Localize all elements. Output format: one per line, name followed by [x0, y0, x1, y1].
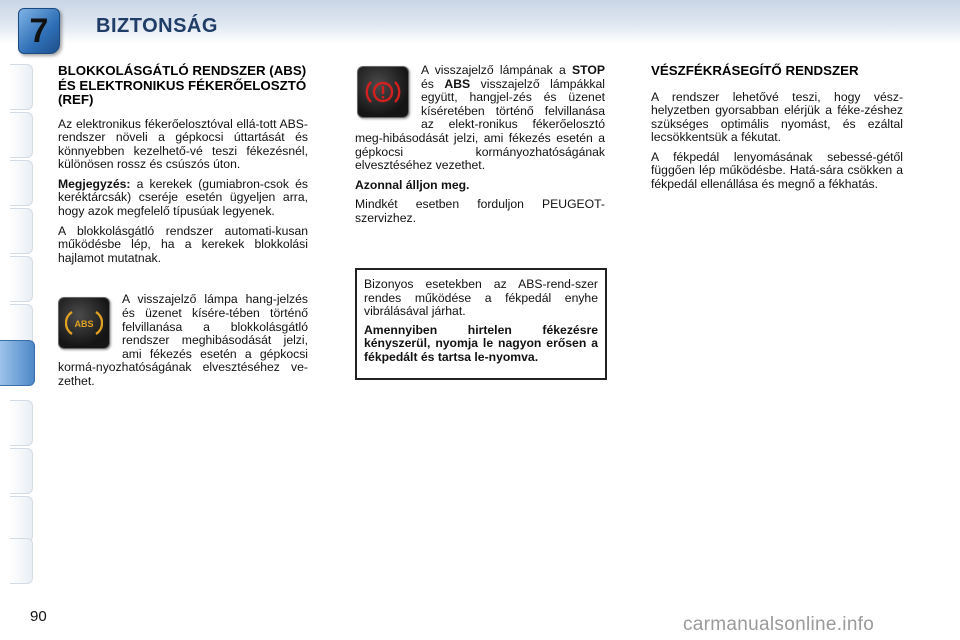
ref-text-b: és	[421, 76, 445, 91]
stop-label: STOP	[572, 63, 605, 77]
brake-warning-lamp-icon	[357, 66, 409, 118]
watermark: carmanualsonline.info	[683, 614, 875, 635]
note-text: a kerekek (gumiabron-csok és keréktárcsák) cseréje esetén ügyeljen arra, hogy azok megfelelő típusúak legyenek.	[58, 176, 308, 219]
brake-assist-paragraph-2: A fékpedál lenyomásának sebessé-gétől függően lép működésbe. Hatá-sára csökken a fékpedál ellenállása és megnő a fékhatás.	[651, 149, 903, 192]
abs-intro-paragraph: Az elektronikus fékerőelosztóval ellá-tott ABS-rendszer növeli a gépkocsi úttartását és könnyebben kezelhető-vé teszi fékezésnél, különösen rossz és csúszós úton.	[58, 116, 308, 172]
note-label: Megjegyzés:	[58, 176, 131, 191]
page-number: 90	[30, 608, 47, 625]
info-box-bold-paragraph: Amennyiben hirtelen fékezésre kényszerül, nyomja le nagyon erősen a fékpedált és tartsa le-nyomva.	[364, 322, 598, 364]
side-tab[interactable]	[10, 496, 33, 542]
side-tab-active[interactable]	[0, 340, 35, 386]
abs-activation-paragraph: A blokkolásgátló rendszer automati-kusan működésbe lép, ha a kerekek blokkolási hajlamot mutatnak.	[58, 223, 308, 265]
info-box-paragraph: Bizonyos esetekben az ABS-rend-szer rendes működése a fékpedál enyhe vibrálásával járhat.	[364, 277, 598, 319]
column-brake-assist	[651, 64, 903, 198]
abs-icon-graphic	[65, 308, 103, 338]
side-tab[interactable]	[10, 208, 33, 254]
abs-label: ABS	[444, 76, 471, 91]
side-tabs	[0, 64, 34, 584]
section-title-abs: BLOKKOLÁSGÁTLÓ RENDSZER (ABS) ÉS ELEKTRONIKUS FÉKERŐELOSZTÓ (REF)	[58, 63, 307, 107]
info-box	[355, 268, 607, 380]
column-ref	[355, 63, 605, 364]
abs-warning-lamp-icon	[58, 297, 110, 349]
side-tab[interactable]	[10, 160, 33, 206]
ref-text-a: A visszajelző lámpának a	[421, 63, 573, 77]
note-paragraph	[58, 178, 308, 219]
chapter-title: BIZTONSÁG	[96, 15, 218, 37]
section-title-brake-assist: VÉSZFÉKRÁSEGÍTŐ RENDSZER	[651, 63, 859, 78]
abs-icon-label: ABS	[74, 319, 94, 330]
side-tab[interactable]	[10, 448, 33, 494]
column-abs	[58, 64, 308, 395]
abs-lamp-paragraph: A visszajelző lámpa hang-jelzés és üzenet kísére-tében történő felvillanása a blokkolásgátló rendszer meghibásodását jelzi, ami fékezés esetén a gépkocsi kormá-nyozhatóságának elvesztéséhez ve-zethet.	[58, 292, 308, 388]
brake-icon-graphic	[365, 77, 401, 107]
side-tab[interactable]	[10, 64, 33, 110]
side-tab[interactable]	[10, 400, 33, 446]
ref-text-c: visszajelző lámpákkal együtt, hangjel-zés és üzenet kíséretében történő felvillanása az elekt-ronikus fékerőelosztó meg-hibásodását jelzi, ami fékezés esetén a gépkocsi kormányozhatóságának elvesztéséhez vezethet.	[355, 76, 605, 173]
side-tab[interactable]	[10, 538, 33, 584]
side-tab[interactable]	[10, 256, 33, 302]
side-tab[interactable]	[10, 112, 33, 158]
stop-immediately-text: Azonnal álljon meg.	[355, 177, 470, 192]
brake-assist-paragraph-1: A rendszer lehetővé teszi, hogy vész-helyzetben gyorsabban elérjük a féke-zéshez szükséges optimális nyomást, és ezáltal lecsökkentsük a fékutat.	[651, 89, 903, 145]
chapter-badge	[18, 8, 60, 54]
chapter-number: 7	[29, 11, 49, 50]
service-paragraph: Mindkét esetben forduljon PEUGEOT-szervizhez.	[355, 197, 605, 225]
